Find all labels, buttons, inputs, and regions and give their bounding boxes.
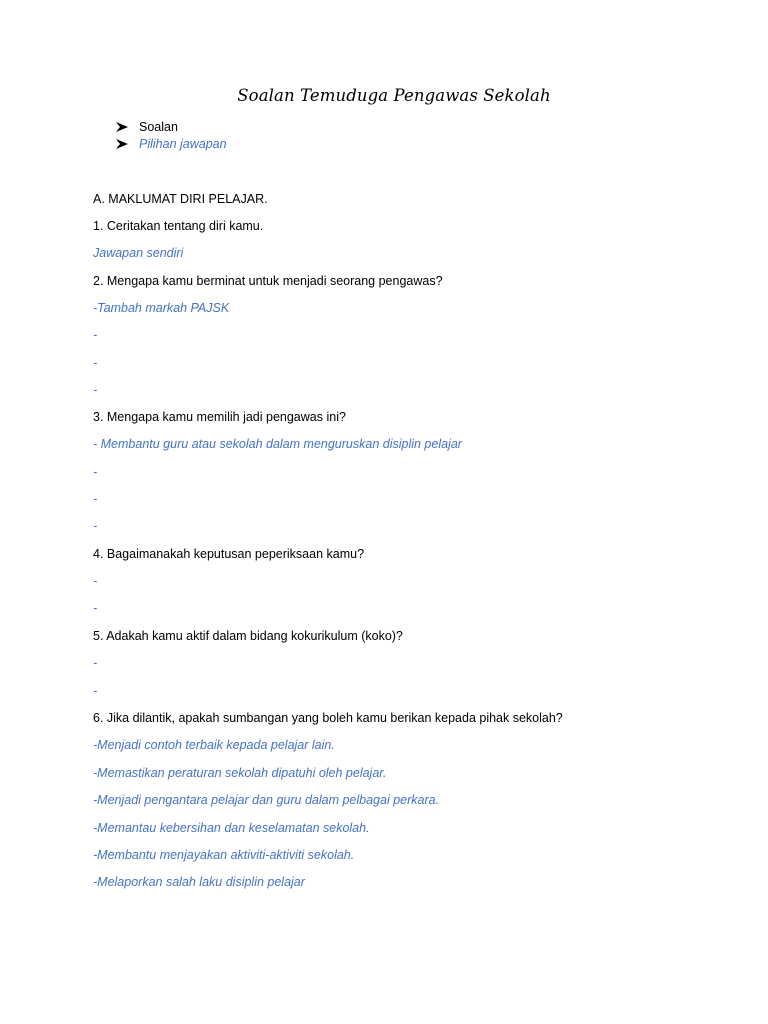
legend-question-label: Soalan xyxy=(139,119,178,134)
legend-question-row xyxy=(115,118,227,136)
document-title: Soalan Temuduga Pengawas Sekolah xyxy=(237,86,551,105)
answer-text: - xyxy=(93,492,98,506)
arrowhead-bullet-icon xyxy=(115,138,139,150)
answer-text: Jawapan sendiri xyxy=(93,246,184,260)
answer-text: - xyxy=(93,684,98,698)
answer-text: - xyxy=(93,328,98,342)
question-text: 4. Bagaimanakah keputusan peperiksaan kamu? xyxy=(93,547,365,561)
answer-text: - Membantu guru atau sekolah dalam menguruskan disiplin pelajar xyxy=(93,437,462,451)
answer-text: -Tambah markah PAJSK xyxy=(93,301,230,315)
answer-text: -Memantau kebersihan dan keselamatan sekolah. xyxy=(93,821,370,835)
answer-text: -Melaporkan salah laku disiplin pelajar xyxy=(93,875,305,889)
question-text: 6. Jika dilantik, apakah sumbangan yang boleh kamu berikan kepada pihak sekolah? xyxy=(93,711,563,725)
answer-text: -Menjadi pengantara pelajar dan guru dalam pelbagai perkara. xyxy=(93,793,440,807)
question-text: 1. Ceritakan tentang diri kamu. xyxy=(93,219,264,233)
question-text: 2. Mengapa kamu berminat untuk menjadi seorang pengawas? xyxy=(93,274,443,288)
arrowhead-bullet-icon xyxy=(115,121,139,133)
answer-text: - xyxy=(93,383,98,397)
legend-answer-label: Pilihan jawapan xyxy=(139,137,227,152)
answer-text: -Membantu menjayakan aktiviti-aktiviti sekolah. xyxy=(93,848,355,862)
legend xyxy=(115,118,227,153)
answer-text: - xyxy=(93,465,98,479)
answer-text: - xyxy=(93,356,98,370)
legend-answer-row xyxy=(115,136,227,154)
section-heading: A. MAKLUMAT DIRI PELAJAR. xyxy=(93,192,268,206)
answer-text: - xyxy=(93,601,98,615)
answer-text: - xyxy=(93,656,98,670)
answer-text: -Menjadi contoh terbaik kepada pelajar lain. xyxy=(93,738,335,752)
answer-text: - xyxy=(93,519,98,533)
answer-text: - xyxy=(93,574,98,588)
question-text: 3. Mengapa kamu memilih jadi pengawas ini? xyxy=(93,410,346,424)
question-text: 5. Adakah kamu aktif dalam bidang kokurikulum (koko)? xyxy=(93,629,403,643)
answer-text: -Memastikan peraturan sekolah dipatuhi oleh pelajar. xyxy=(93,766,387,780)
